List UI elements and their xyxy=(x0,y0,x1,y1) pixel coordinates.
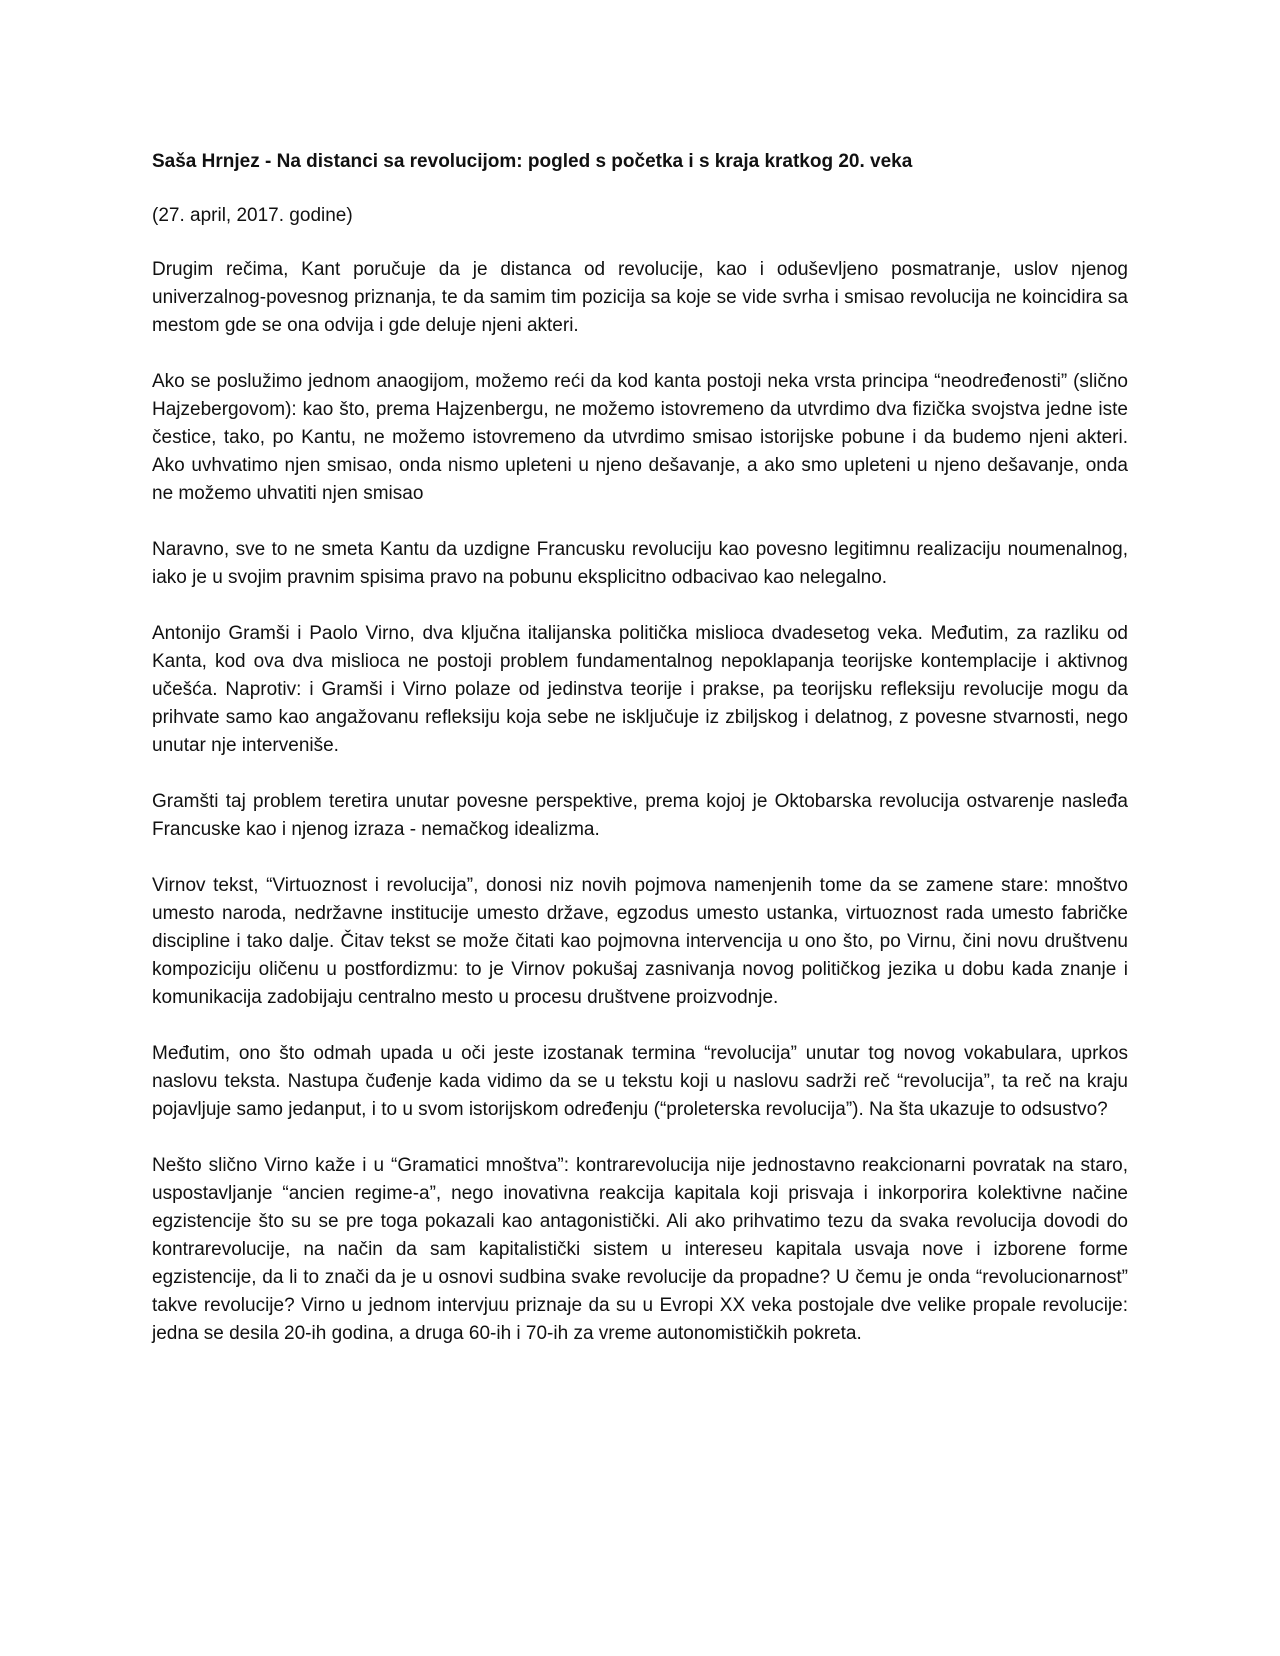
document-title: Saša Hrnjez - Na distanci sa revolucijom: pogled s početka i s kraja kratkog 20. veka xyxy=(152,151,913,172)
document-body xyxy=(152,148,1128,1376)
document-date: (27. april, 2017. godine) xyxy=(152,205,353,226)
paragraph-4: Antonijo Gramši i Paolo Virno, dva ključna italijanska politička mislioca dvadesetog veka. Međutim, za razliku od Kanta, kod ova dva mislioca ne postoji problem fundamentalnog nepoklapanja teorijske kontemplacije i aktivnog učešća. Naprotiv: i Gramši i Virno polaze od jedinstva teorije i prakse, pa teorijsku refleksiju revolucije mogu da prihvate samo kao angažovanu refleksiju koja sebe ne isključuje iz zbiljskog i delatnog, z povesne stvarnosti, nego unutar nje interveniše. xyxy=(152,623,1128,756)
paragraph-1: Drugim rečima, Kant poručuje da je distanca od revolucije, kao i oduševljeno posmatranje, uslov njenog univerzalnog-povesnog priznanja, te da samim tim pozicija sa koje se vide svrha i smisao revolucija ne koincidira sa mestom gde se ona odvija i gde deluje njeni akteri. xyxy=(152,259,1128,336)
paragraph-7: Međutim, ono što odmah upada u oči jeste izostanak termina “revolucija” unutar tog novog vokabulara, uprkos naslovu teksta. Nastupa čuđenje kada vidimo da se u tekstu koji u naslovu sadrži reč “revolucija”, ta reč na kraju pojavljuje samo jedanput, i to u svom istorijskom određenju (“proleterska revolucija”). Na šta ukazuje to odsustvo? xyxy=(152,1043,1128,1120)
paragraph-2: Ako se poslužimo jednom anaogijom, možemo reći da kod kanta postoji neka vrsta principa “neodređenosti” (slično Hajzebergovom): kao što, prema Hajzenbergu, ne možemo istovremeno da utvrdimo dva fizička svojstva jedne iste čestice, tako, po Kantu, ne možemo istovremeno da utvrdimo smisao istorijske pobune i da budemo njeni akteri. Ako uvhvatimo njen smisao, onda nismo upleteni u njeno dešavanje, a ako smo upleteni u njeno dešavanje, onda ne možemo uhvatiti njen smisao xyxy=(152,371,1128,504)
paragraph-3: Naravno, sve to ne smeta Kantu da uzdigne Francusku revoluciju kao povesno legitimnu realizaciju noumenalnog, iako je u svojim pravnim spisima pravo na pobunu eksplicitno odbacivao kao nelegalno. xyxy=(152,539,1128,588)
paragraph-8: Nešto slično Virno kaže i u “Gramatici mnoštva”: kontrarevolucija nije jednostavno reakcionarni povratak na staro, uspostavljanje “ancien regime-a”, nego inovativna reakcija kapitala koji prisvaja i inkorporira kolektivne načine egzistencije što su se pre toga pokazali kao antagonistički. Ali ako prihvatimo tezu da svaka revolucija dovodi do kontrarevolucije, na način da sam kapitalistički sistem u intereseu kapitala usvaja nove i izborene forme egzistencije, da li to znači da je u osnovi sudbina svake revolucije da propadne? U čemu je onda “revolucionarnost” takve revolucije? Virno u jednom intervjuu priznaje da su u Evropi XX veka postojale dve velike propale revolucije: jedna se desila 20-ih godina, a druga 60-ih i 70-ih za vreme autonomističkih pokreta. xyxy=(152,1155,1128,1344)
paragraph-5: Gramšti taj problem teretira unutar povesne perspektive, prema kojoj je Oktobarska revolucija ostvarenje nasleđa Francuske kao i njenog izraza - nemačkog idealizma. xyxy=(152,791,1128,840)
paragraph-6: Virnov tekst, “Virtuoznost i revolucija”, donosi niz novih pojmova namenjenih tome da se zamene stare: mnoštvo umesto naroda, nedržavne institucije umesto države, egzodus umesto ustanka, virtuoznost rada umesto fabričke discipline i tako dalje. Čitav tekst se može čitati kao pojmovna intervencija u ono što, po Virnu, čini novu društvenu kompoziciju oličenu u postfordizmu: to je Virnov pokušaj zasnivanja novog političkog jezika u dobu kada znanje i komunikacija zadobijaju centralno mesto u procesu društvene proizvodnje. xyxy=(152,875,1128,1008)
